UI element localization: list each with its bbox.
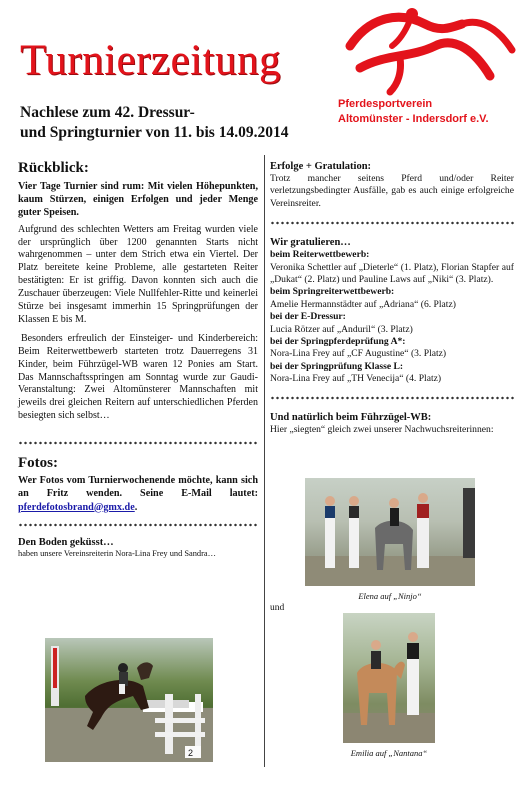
issue-subtitle (20, 103, 340, 143)
group-text: Amelie Hermannstädter auf „Adriana“ (6. Platz) (270, 298, 456, 310)
rueckblick-heading: Rückblick: (18, 160, 89, 176)
column-divider (264, 155, 265, 767)
group-text: Lucia Rötzer auf „Anduril“ (3. Platz) (270, 323, 413, 335)
rueckblick-paragraph: Aufgrund des schlechten Wetters am Freitag wurden viele der ursprünglich über 1200 genannten Starts nicht wahrgenommen – unter dem Strich etwa ein Viertel. Der Platz bereitete keine Probleme, alle gestarteten Reiter bestätigten: Er ist griffig. Davon konnten sich auch die Zuschauer überzeugen: Viele Nullfehler-Ritte und keinerlei Stürze bei insgesamt immerhin 15 Springprüfungen der Klassen E bis M. (18, 223, 258, 325)
fuehrzuegel-text: Hier „siegten“ gleich zwei unserer Nachwuchsreiterinnen: (270, 423, 494, 435)
group-text: Nora-Lina Frey auf „CF Augustine“ (3. Platz) (270, 348, 447, 360)
rueckblick-lead: Vier Tage Turnier sind rum: Mit vielen Höhepunkten, kaum Stürzen, einigen Erfolgen und jeder Menge guter Speisen. (18, 181, 258, 219)
award-photo-elena (305, 478, 475, 586)
show-jumping-photo (45, 638, 213, 762)
subtitle-line1: Nachlese zum 42. Dressur- (20, 104, 195, 121)
award-illustration (343, 613, 435, 743)
erfolge-text: Trotz mancher seitens Pferd und/oder Reiter verletzungsbedingter Ausfälle, gab es auch einige erfolgreiche Vereinsreiter. (270, 173, 514, 209)
club-name (338, 97, 523, 127)
award-photo-emilia (343, 613, 435, 743)
dotted-separator (18, 523, 258, 527)
club-name-line2: Altomünster - Indersdorf e.V. (338, 113, 489, 125)
group-label: bei der Springpferdeprüfung A*: (270, 336, 406, 348)
email-link[interactable]: pferdefotosbrand@gmx.de (18, 501, 135, 513)
svg-text:2: 2 (188, 748, 194, 758)
club-name-line1: Pferdesportverein (338, 98, 433, 110)
rueckblick-paragraph: Besonders erfreulich der Einsteiger- und Kinderbereich: Beim Reiterwettbewerb starteten trotz Dauerregens 31 Kinder, beim Führzügel-WB waren 12 Ponies am Start. Das Mannschaftsspringen am Sonntag wurde zur Gaudi-Veranstaltung: Zwei Altomünsterer Mannschaften mit jeweils drei gleichen Reitern auf unterschiedlichen Pferden besiegten sich selbst… (18, 332, 258, 422)
fotos-text (18, 474, 258, 514)
group-label: bei der Springprüfung Klasse L: (270, 360, 404, 372)
boden-text: haben unsere Vereinsreiterin Nora-Lina Frey und Sandra… (18, 548, 216, 558)
und-text: und (270, 603, 285, 613)
newsletter-title: Turnierzeitung (20, 37, 281, 84)
right-column (270, 160, 514, 436)
dotted-separator (18, 441, 258, 445)
photo-caption: Elena auf „Ninjo“ (358, 591, 422, 601)
erfolge-heading: Erfolge + Gratulation: (270, 161, 372, 172)
photo-caption: Emilia auf „Nantana“ (350, 748, 428, 758)
gratulieren-heading: Wir gratulieren… (270, 237, 351, 249)
group-label: beim Springreiterwettbewerb: (270, 286, 395, 298)
horse-rider-logo (340, 6, 520, 96)
group-text: Veronika Schettler auf „Dieterle“ (1. Platz), Florian Stapfer auf „Dukat“ (2. Platz) und Pauline Laws auf „Niki“ (3. Platz). (270, 261, 514, 286)
boden-heading: Den Boden geküsst… (18, 536, 114, 548)
show-jumping-illustration (45, 638, 213, 762)
dotted-separator (270, 221, 514, 225)
group-label: bei der E-Dressur: (270, 311, 346, 323)
fotos-heading: Fotos: (18, 455, 58, 472)
award-illustration (305, 478, 475, 586)
fotos-body: Wer Fotos vom Turnierwochenende möchte, kann sich an Fritz wenden. Seine E-Mail lautet: (18, 475, 258, 500)
group-label: beim Reiterwettbewerb: (270, 249, 370, 261)
dotted-separator (270, 396, 514, 400)
group-text: Nora-Lina Frey auf „TH Venecija“ (4. Platz) (270, 373, 442, 385)
subtitle-line2: und Springturnier von 11. bis 14.09.2014 (20, 124, 289, 141)
fotos-suffix: . (134, 501, 138, 513)
left-column (18, 160, 258, 559)
fuehrzuegel-heading: Und natürlich beim Führzügel-WB: (270, 411, 432, 423)
